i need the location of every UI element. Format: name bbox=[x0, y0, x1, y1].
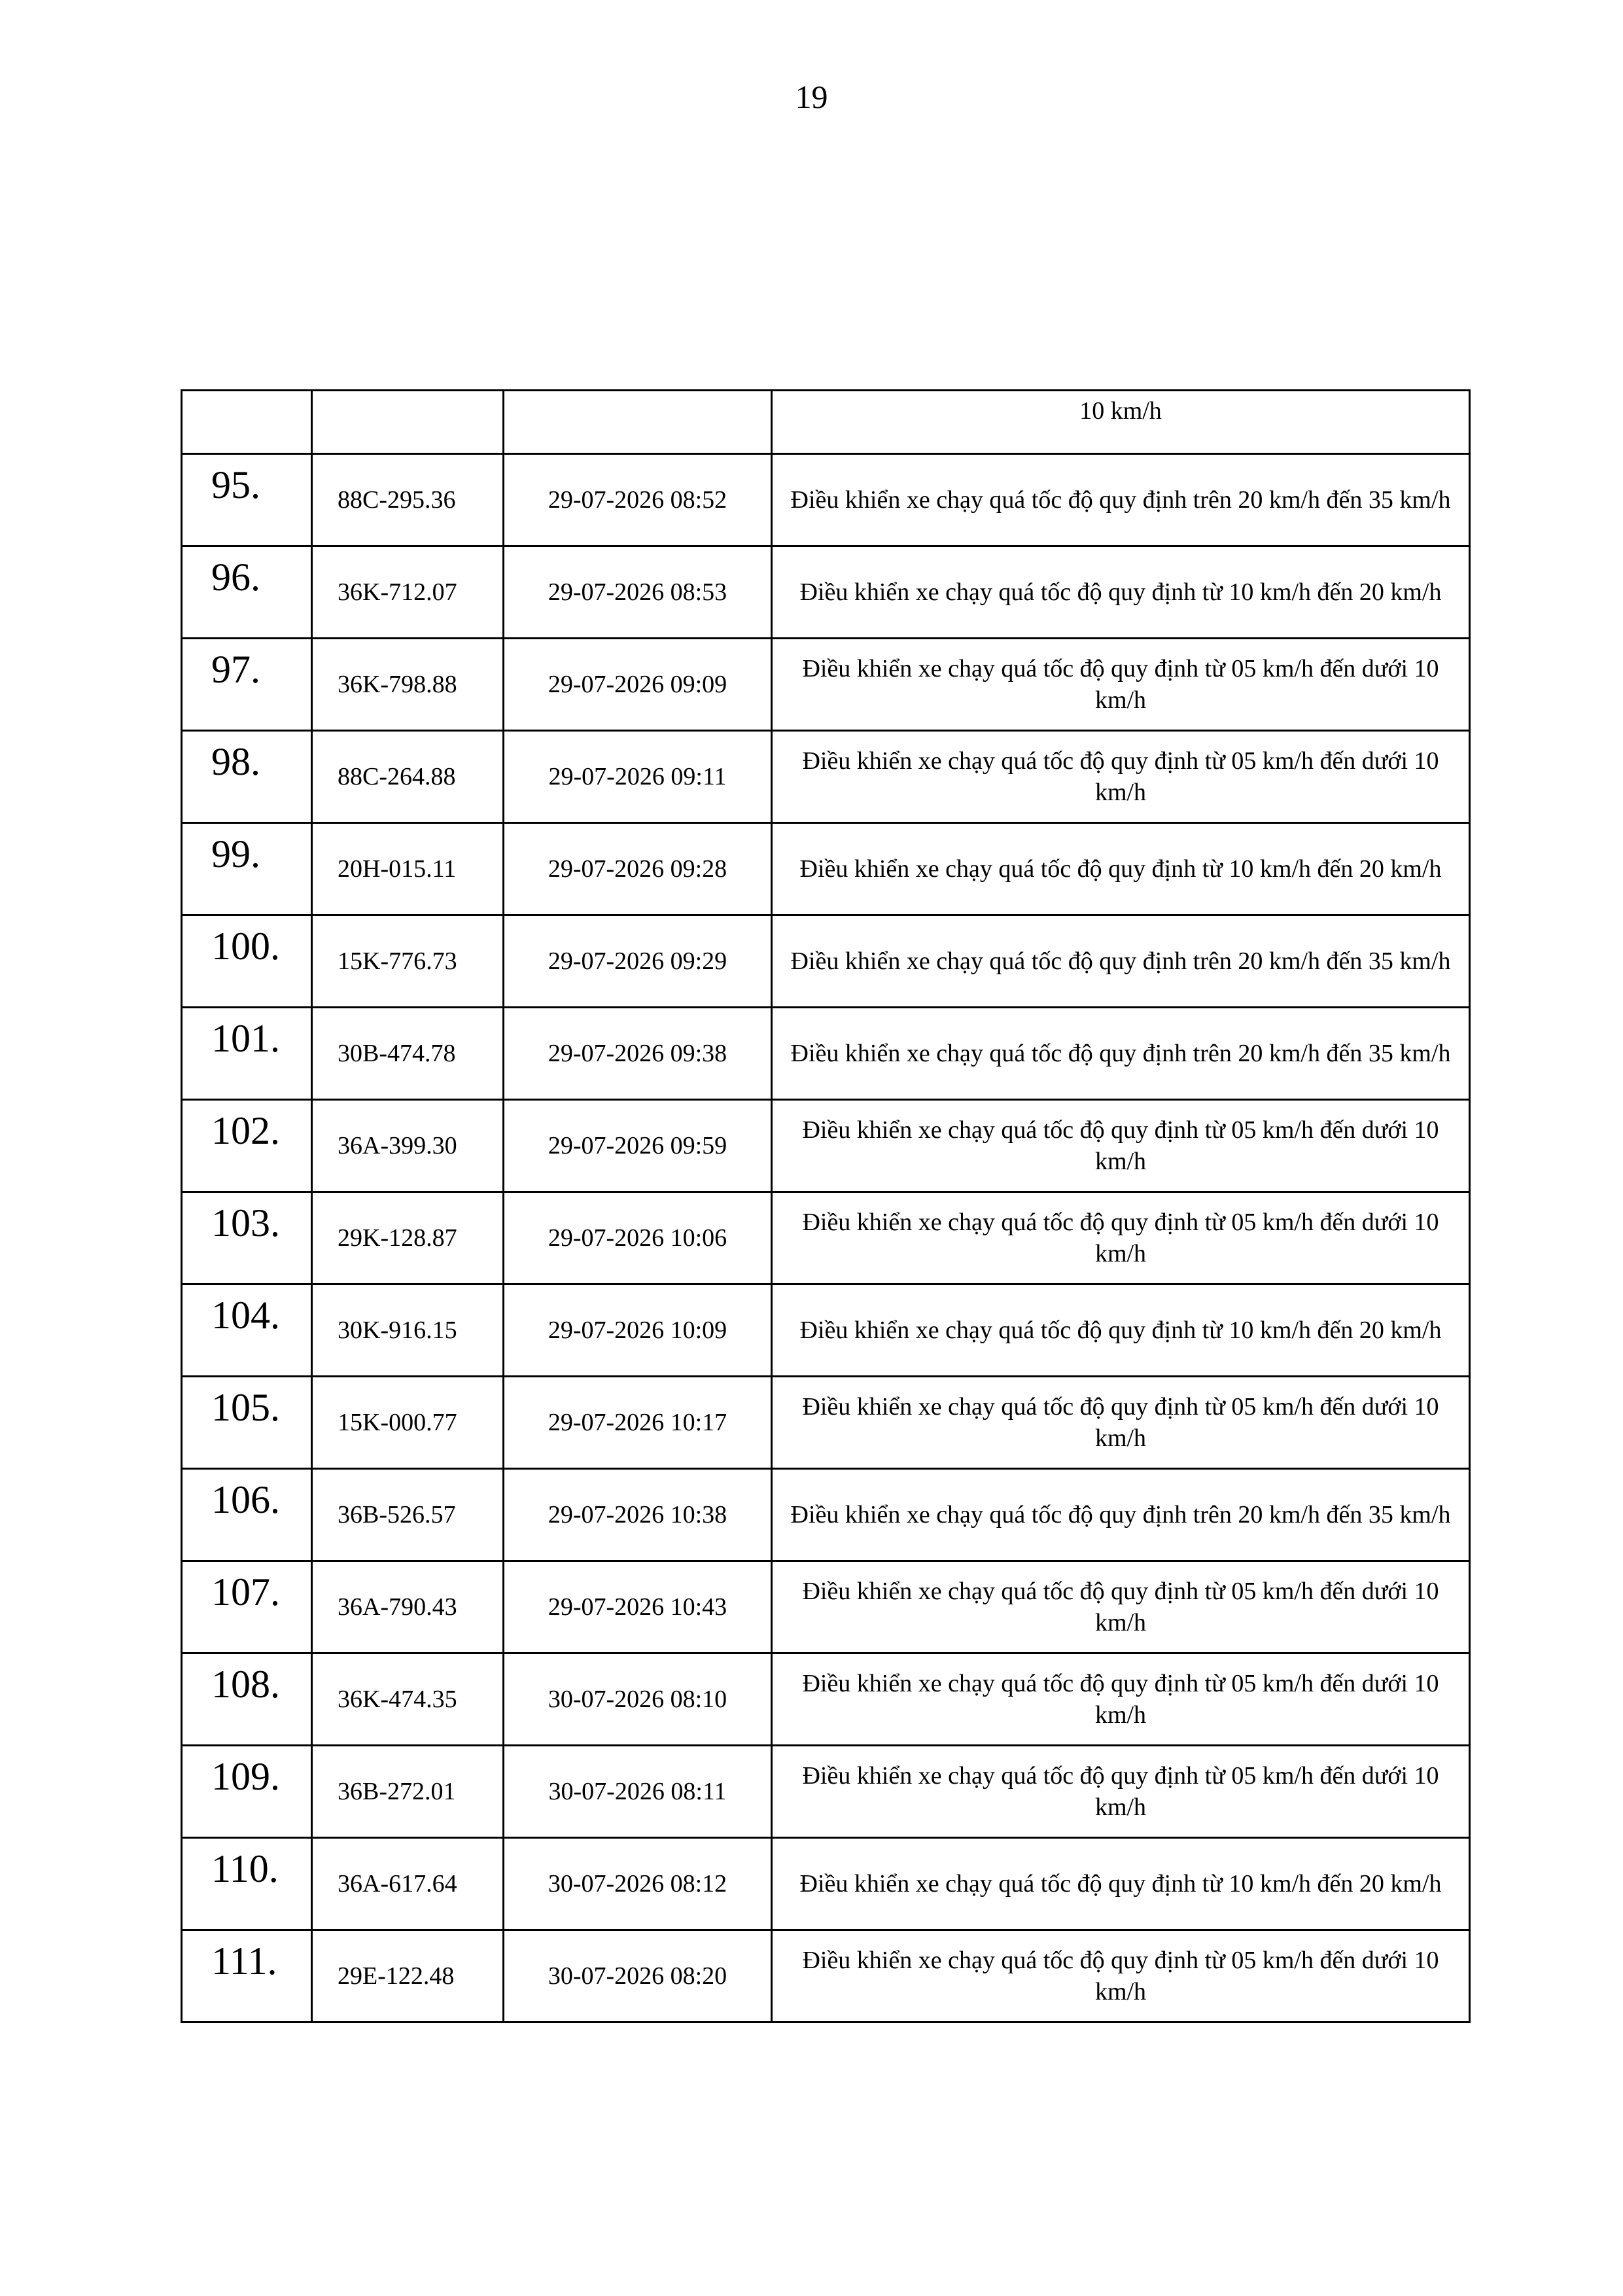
row-description: Điều khiển xe chạy quá tốc độ quy định từ 10 km/h đến 20 km/h bbox=[772, 823, 1470, 915]
row-stt: 100. bbox=[182, 915, 312, 1008]
row-time: 30-07-2026 08:20 bbox=[504, 1930, 772, 2022]
table-row bbox=[182, 731, 1470, 823]
table-row bbox=[182, 823, 1470, 915]
row-plate: 29E-122.48 bbox=[312, 1930, 504, 2022]
row-plate: 29K-128.87 bbox=[312, 1192, 504, 1284]
row-plate: 88C-295.36 bbox=[312, 454, 504, 546]
table-row bbox=[182, 639, 1470, 731]
row-plate: 36A-790.43 bbox=[312, 1561, 504, 1653]
row-stt bbox=[182, 391, 312, 454]
row-description: Điều khiển xe chạy quá tốc độ quy định từ 05 km/h đến dưới 10 km/h bbox=[772, 1377, 1470, 1469]
table-row bbox=[182, 915, 1470, 1008]
row-time: 29-07-2026 09:28 bbox=[504, 823, 772, 915]
row-stt: 111. bbox=[182, 1930, 312, 2022]
row-time: 29-07-2026 10:06 bbox=[504, 1192, 772, 1284]
row-plate: 88C-264.88 bbox=[312, 731, 504, 823]
table-row bbox=[182, 1746, 1470, 1838]
row-description: 10 km/h bbox=[772, 391, 1470, 454]
table-row bbox=[182, 1377, 1470, 1469]
table-row bbox=[182, 1653, 1470, 1746]
row-stt: 99. bbox=[182, 823, 312, 915]
row-stt: 102. bbox=[182, 1100, 312, 1192]
row-time: 29-07-2026 09:29 bbox=[504, 915, 772, 1008]
row-plate: 15K-000.77 bbox=[312, 1377, 504, 1469]
row-description: Điều khiển xe chạy quá tốc độ quy định từ 10 km/h đến 20 km/h bbox=[772, 1838, 1470, 1930]
row-description: Điều khiển xe chạy quá tốc độ quy định trên 20 km/h đến 35 km/h bbox=[772, 1008, 1470, 1100]
page-number: 19 bbox=[795, 79, 828, 115]
row-description: Điều khiển xe chạy quá tốc độ quy định trên 20 km/h đến 35 km/h bbox=[772, 1469, 1470, 1561]
row-description: Điều khiển xe chạy quá tốc độ quy định từ 05 km/h đến dưới 10 km/h bbox=[772, 639, 1470, 731]
row-stt: 103. bbox=[182, 1192, 312, 1284]
table-row bbox=[182, 1100, 1470, 1192]
row-stt: 106. bbox=[182, 1469, 312, 1561]
table-row bbox=[182, 546, 1470, 639]
row-stt: 105. bbox=[182, 1377, 312, 1469]
row-description: Điều khiển xe chạy quá tốc độ quy định từ 05 km/h đến dưới 10 km/h bbox=[772, 1561, 1470, 1653]
row-time: 29-07-2026 10:38 bbox=[504, 1469, 772, 1561]
row-description: Điều khiển xe chạy quá tốc độ quy định từ 10 km/h đến 20 km/h bbox=[772, 546, 1470, 639]
row-description: Điều khiển xe chạy quá tốc độ quy định từ 05 km/h đến dưới 10 km/h bbox=[772, 1653, 1470, 1746]
table-row bbox=[182, 1008, 1470, 1100]
row-plate: 30B-474.78 bbox=[312, 1008, 504, 1100]
row-time: 29-07-2026 10:43 bbox=[504, 1561, 772, 1653]
row-stt: 108. bbox=[182, 1653, 312, 1746]
row-plate: 36A-399.30 bbox=[312, 1100, 504, 1192]
row-plate: 36K-712.07 bbox=[312, 546, 504, 639]
row-stt: 98. bbox=[182, 731, 312, 823]
row-time: 30-07-2026 08:12 bbox=[504, 1838, 772, 1930]
row-stt: 107. bbox=[182, 1561, 312, 1653]
row-stt: 101. bbox=[182, 1008, 312, 1100]
table-row-continuation bbox=[182, 391, 1470, 454]
row-plate bbox=[312, 391, 504, 454]
row-description: Điều khiển xe chạy quá tốc độ quy định từ 05 km/h đến dưới 10 km/h bbox=[772, 1930, 1470, 2022]
row-time: 29-07-2026 09:11 bbox=[504, 731, 772, 823]
row-plate: 15K-776.73 bbox=[312, 915, 504, 1008]
row-plate: 36K-798.88 bbox=[312, 639, 504, 731]
table-row bbox=[182, 1930, 1470, 2022]
table-row bbox=[182, 1561, 1470, 1653]
table-row bbox=[182, 1192, 1470, 1284]
row-plate: 20H-015.11 bbox=[312, 823, 504, 915]
table-row bbox=[182, 1284, 1470, 1377]
row-description: Điều khiển xe chạy quá tốc độ quy định từ 05 km/h đến dưới 10 km/h bbox=[772, 1100, 1470, 1192]
row-stt: 97. bbox=[182, 639, 312, 731]
row-plate: 36A-617.64 bbox=[312, 1838, 504, 1930]
row-stt: 110. bbox=[182, 1838, 312, 1930]
row-description: Điều khiển xe chạy quá tốc độ quy định trên 20 km/h đến 35 km/h bbox=[772, 454, 1470, 546]
row-time: 29-07-2026 08:52 bbox=[504, 454, 772, 546]
row-stt: 109. bbox=[182, 1746, 312, 1838]
row-time: 29-07-2026 09:38 bbox=[504, 1008, 772, 1100]
row-time: 30-07-2026 08:11 bbox=[504, 1746, 772, 1838]
row-description: Điều khiển xe chạy quá tốc độ quy định từ 05 km/h đến dưới 10 km/h bbox=[772, 731, 1470, 823]
row-time: 29-07-2026 08:53 bbox=[504, 546, 772, 639]
row-plate: 30K-916.15 bbox=[312, 1284, 504, 1377]
row-stt: 104. bbox=[182, 1284, 312, 1377]
row-plate: 36B-272.01 bbox=[312, 1746, 504, 1838]
row-description: Điều khiển xe chạy quá tốc độ quy định từ 05 km/h đến dưới 10 km/h bbox=[772, 1192, 1470, 1284]
table-row bbox=[182, 1838, 1470, 1930]
row-time: 29-07-2026 09:09 bbox=[504, 639, 772, 731]
row-time: 29-07-2026 10:09 bbox=[504, 1284, 772, 1377]
row-time: 29-07-2026 10:17 bbox=[504, 1377, 772, 1469]
row-plate: 36B-526.57 bbox=[312, 1469, 504, 1561]
row-time: 29-07-2026 09:59 bbox=[504, 1100, 772, 1192]
violations-table-body bbox=[182, 391, 1470, 2022]
row-stt: 96. bbox=[182, 546, 312, 639]
row-description: Điều khiển xe chạy quá tốc độ quy định từ 10 km/h đến 20 km/h bbox=[772, 1284, 1470, 1377]
row-description: Điều khiển xe chạy quá tốc độ quy định trên 20 km/h đến 35 km/h bbox=[772, 915, 1470, 1008]
row-time bbox=[504, 391, 772, 454]
row-time: 30-07-2026 08:10 bbox=[504, 1653, 772, 1746]
row-description: Điều khiển xe chạy quá tốc độ quy định từ 05 km/h đến dưới 10 km/h bbox=[772, 1746, 1470, 1838]
table-row bbox=[182, 1469, 1470, 1561]
row-stt: 95. bbox=[182, 454, 312, 546]
table-row bbox=[182, 454, 1470, 546]
violations-table bbox=[181, 389, 1471, 2023]
row-plate: 36K-474.35 bbox=[312, 1653, 504, 1746]
